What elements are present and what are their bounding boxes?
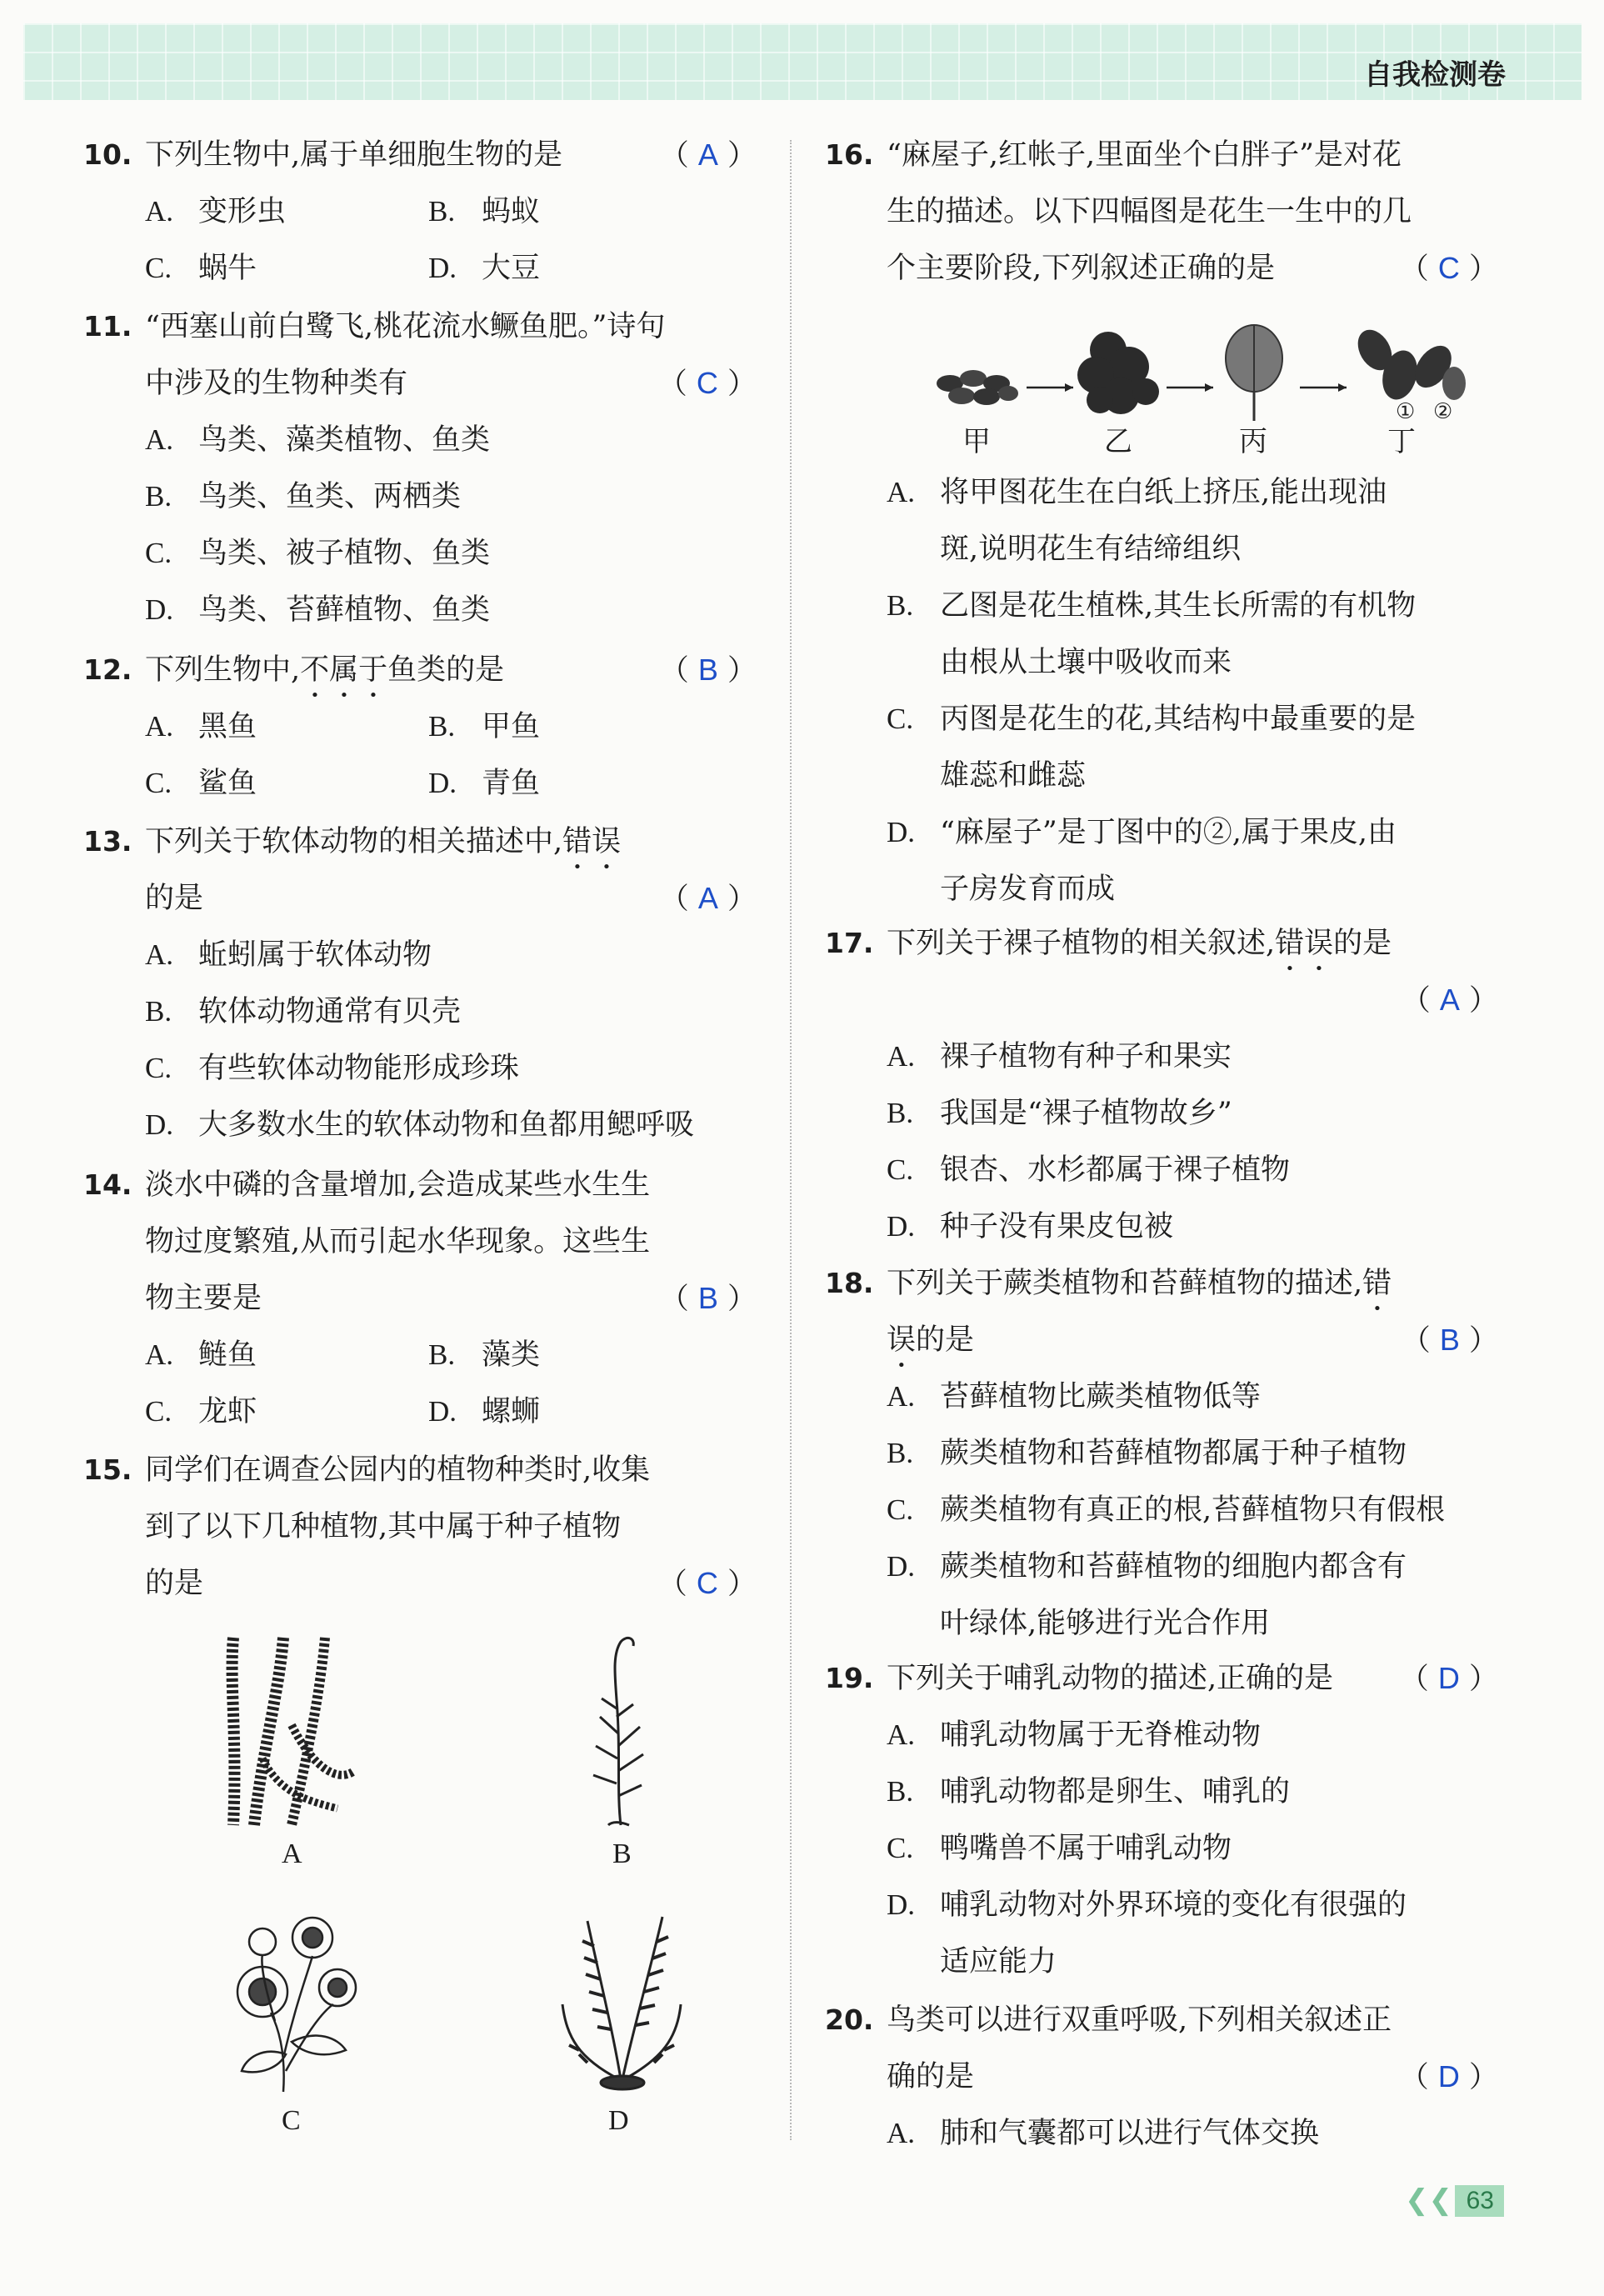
option-text: 鲨鱼 [198,767,257,800]
question-stem: 下列关于软体动物的相关描述中, [145,825,563,858]
figure-label: A [282,1838,302,1869]
option-text: 螺蛳 [482,1395,541,1428]
question-stem: 生的描述。以下四幅图是花生一生中的几 [887,195,1412,228]
option-text: 龙虾 [198,1395,257,1428]
option-text: 大多数水生的软体动物和鱼都用鳃呼吸 [198,1108,695,1142]
question-20 [825,1992,1498,2162]
option-row [145,755,757,812]
option-row [887,1368,1498,1425]
option-text: 鸟类、苔藓植物、鱼类 [198,593,491,627]
option-row [145,240,757,297]
option-text: 鸟类、藻类植物、鱼类 [198,423,491,457]
option-row [145,698,757,755]
option-row [145,412,757,468]
option-text: 有些软体动物能形成珍珠 [198,1052,520,1085]
question-stem: 的是 [916,1323,975,1357]
option-letter: C. [887,703,914,735]
option-letter: D. [887,1888,916,1921]
option-text: “麻屋子”是丁图中的②,属于果皮,由 [940,816,1397,849]
peanut-flower-icon [1226,325,1282,421]
option-text: 种子没有果皮包被 [940,1210,1174,1243]
option-letter: A. [145,423,174,456]
option-row [887,578,1498,634]
option-letter: B. [145,480,172,513]
answer-bracket: （ A ） [659,138,757,173]
option-continuation [887,1933,1498,1990]
option-text: 鲢鱼 [198,1338,257,1372]
option-row [145,183,757,240]
answer-bracket: （ B ） [1401,1323,1498,1358]
option-letter: A. [145,938,174,971]
option-row [887,691,1498,748]
question-stem: 的是 [145,882,204,915]
question-18 [825,1255,1498,1652]
answer-bracket: （ D ） [1399,2059,1498,2094]
answer-bracket: （ B ） [659,653,757,688]
option-text: 适应能力 [940,1945,1057,1978]
question-16-options [825,464,1498,918]
question-stem: 下列关于哺乳动物的描述,正确的是 [887,1662,1334,1695]
question-stem: 鱼类的是 [387,653,505,687]
figure-label: C [282,2105,301,2136]
option-row [887,464,1498,521]
answer-choice: C [1437,251,1460,285]
option-text: 蚂蚁 [482,195,541,228]
option-row [145,1097,757,1153]
option-text: 哺乳动物属于无脊椎动物 [940,1718,1262,1752]
question-stem: 物过度繁殖,从而引起水华现象。这些生 [145,1225,651,1258]
question-stem: 物主要是 [145,1282,262,1315]
question-stem: 淡水中磷的含量增加,会造成某些水生生 [145,1168,651,1202]
option-text: 哺乳动物都是卵生、哺乳的 [940,1775,1291,1808]
column-divider [790,140,792,2140]
option-text: 肺和气囊都可以进行气体交换 [940,2117,1320,2150]
option-continuation [887,634,1498,691]
option-letter: C. [145,767,172,799]
mark-label: ② [1433,399,1453,424]
option-text: 哺乳动物对外界环境的变化有很强的 [940,1888,1407,1922]
figure-label: 甲 [962,425,991,458]
figure-label: 丙 [1239,425,1267,458]
option-row [145,983,757,1040]
option-letter: D. [887,816,916,848]
question-stem: “西塞山前白鹭飞,桃花流水鳜鱼肥。”诗句 [145,310,666,343]
option-text: 藻类 [482,1338,541,1372]
question-stem: 确的是 [887,2060,975,2093]
option-row [145,1327,757,1383]
option-row [887,1820,1498,1877]
option-letter: B. [887,1775,914,1808]
option-row [887,1763,1498,1820]
option-letter: D. [887,1550,916,1583]
question-stem: 的是 [1333,927,1392,960]
option-text: 软体动物通常有贝壳 [198,995,462,1028]
emphasis-text: 错 [1362,1267,1392,1300]
algae-figure-icon [212,1633,371,1829]
option-letter: A. [145,1338,174,1371]
answer-choice: B [1439,1323,1460,1357]
option-letter: C. [145,252,172,284]
option-row [887,1707,1498,1763]
question-stem: 中涉及的生物种类有 [145,367,408,400]
option-text: 乙图是花生植株,其生长所需的有机物 [940,589,1417,623]
option-letter: B. [887,589,914,622]
option-letter: C. [887,1493,914,1526]
option-row [887,1142,1498,1198]
figure-label: 乙 [1104,425,1132,458]
option-text: 叶绿体,能够进行光合作用 [940,1607,1271,1640]
question-stem: 到了以下几种植物,其中属于种子植物 [145,1510,622,1543]
option-text: 斑,说明花生有结缔组织 [940,533,1242,566]
header-banner [23,23,1582,100]
emphasis-text: 误 [887,1323,917,1357]
question-stem: 下列关于蕨类植物和苔藓植物的描述, [887,1267,1363,1300]
answer-bracket: （ A ） [659,881,757,916]
option-continuation [887,748,1498,804]
question-number: 11. [83,310,132,343]
question-number: 16. [825,138,874,171]
peanut-plant-icon [1077,332,1159,414]
option-text: 蕨类植物和苔藓植物都属于种子植物 [940,1437,1407,1470]
option-text: 鸟类、被子植物、鱼类 [198,537,491,570]
question-number: 13. [83,825,132,858]
answer-choice: D [1437,1661,1460,1695]
option-letter: C. [145,1395,172,1428]
answer-choice: A [1439,983,1460,1017]
option-letter: D. [145,1108,174,1141]
option-text: 蕨类植物和苔藓植物的细胞内都含有 [940,1550,1407,1583]
question-stem: 鸟类可以进行双重呼吸,下列相关叙述正 [887,2003,1392,2037]
option-letter: A. [887,1380,916,1413]
option-text: 甲鱼 [482,710,541,743]
figure-label: B [612,1838,632,1869]
emphasis-text: 错误 [562,825,622,858]
option-letter: B. [428,195,456,228]
option-text: 苔藓植物比蕨类植物低等 [940,1380,1262,1413]
question-19 [825,1650,1498,1990]
answer-bracket: （ A ） [1401,983,1498,1018]
question-stem: 下列生物中, [145,653,301,687]
question-15 [83,1442,757,1612]
option-letter: B. [145,995,172,1028]
option-row [145,1383,757,1440]
option-letter: A. [887,1718,916,1751]
option-row [887,1028,1498,1085]
peanut-seeds-icon [937,370,1018,405]
option-letter: B. [887,1097,914,1129]
option-letter: D. [145,593,174,626]
answer-choice: C [696,366,718,400]
option-row [887,804,1498,861]
fern-figure-icon [554,1904,687,2092]
figure-label: D [608,2105,629,2136]
option-letter: B. [887,1437,914,1469]
figure-label: 丁 [1387,425,1416,458]
page-number: 63 [1455,2185,1504,2217]
answer-bracket: （ C ） [1399,251,1498,286]
option-text: 黑鱼 [198,710,257,743]
option-text: 青鱼 [482,767,541,800]
question-stem: 同学们在调查公园内的植物种类时,收集 [145,1453,651,1487]
option-row [887,1538,1498,1595]
question-number: 18. [825,1267,874,1299]
question-number: 17. [825,927,874,959]
option-letter: B. [428,710,456,743]
option-text: 大豆 [482,252,541,285]
option-text: 鸟类、鱼类、两栖类 [198,480,462,513]
option-row [887,1877,1498,1933]
question-stem: 下列生物中,属于单细胞生物的是 [145,138,563,172]
answer-choice: D [1437,2059,1460,2093]
question-number: 20. [825,2003,874,2036]
option-text: 裸子植物有种子和果实 [940,1040,1232,1073]
option-row [887,1425,1498,1482]
option-letter: D. [428,252,457,284]
question-10 [83,127,757,297]
question-number: 19. [825,1662,874,1694]
option-letter: A. [145,195,174,228]
answer-choice: A [697,138,718,172]
option-letter: C. [145,537,172,569]
question-stem: 下列关于裸子植物的相关叙述, [887,927,1276,960]
question-number: 15. [83,1453,132,1486]
option-letter: D. [887,1210,916,1243]
option-row [145,582,757,638]
emphasis-text: 不属于 [300,653,388,687]
mark-label: ① [1396,399,1416,424]
option-letter: A. [145,710,174,743]
option-row [887,1085,1498,1142]
question-stem: 的是 [145,1567,204,1600]
answer-bracket: （ C ） [657,366,757,401]
option-text: 由根从土壤中吸收而来 [940,646,1232,679]
option-text: 丙图是花生的花,其结构中最重要的是 [940,703,1417,736]
option-text: 我国是“裸子植物故乡” [940,1097,1232,1130]
question-11 [83,298,757,638]
answer-bracket: （ B ） [659,1281,757,1316]
option-continuation [887,1595,1498,1652]
answer-choice: C [696,1566,718,1600]
option-text: 银杏、水杉都属于裸子植物 [940,1153,1291,1187]
question-number: 12. [83,653,132,686]
answer-bracket: （ D ） [1399,1661,1498,1696]
answer-choice: B [697,653,718,687]
option-letter: A. [887,1040,916,1073]
answer-choice: B [697,1281,718,1315]
option-row [887,2105,1498,2162]
option-letter: C. [145,1052,172,1084]
option-text: 雄蕊和雌蕊 [940,759,1087,793]
option-text: 鸭嘴兽不属于哺乳动物 [940,1832,1232,1865]
answer-bracket: （ C ） [657,1566,757,1601]
option-text: 子房发育而成 [940,873,1116,906]
option-row [887,1482,1498,1538]
option-row [145,468,757,525]
option-text: 蕨类植物有真正的根,苔藓植物只有假根 [940,1493,1446,1527]
option-letter: C. [887,1832,914,1864]
page-chevron-icon: ❮❮ [1405,2183,1452,2217]
question-stem: 个主要阶段,下列叙述正确的是 [887,252,1276,285]
question-number: 14. [83,1168,132,1201]
option-continuation [887,861,1498,918]
question-13 [83,813,757,1153]
option-letter: D. [428,1395,457,1428]
option-letter: A. [887,2117,916,2149]
question-14 [83,1157,757,1440]
option-letter: A. [887,476,916,508]
question-16 [825,127,1498,297]
option-row [145,1040,757,1097]
option-letter: D. [428,767,457,799]
option-letter: B. [428,1338,456,1371]
option-row [145,927,757,983]
peanut-pods-icon [1351,323,1466,403]
question-stem: “麻屋子,红帐子,里面坐个白胖子”是对花 [887,138,1402,172]
option-letter: C. [887,1153,914,1186]
option-row [887,1198,1498,1255]
peanut-stages-figure [933,317,1467,425]
question-12 [83,642,757,812]
question-number: 10. [83,138,132,171]
option-row [145,525,757,582]
option-text: 蚯蚓属于软体动物 [198,938,432,972]
moss-figure-icon [575,1633,667,1829]
page-header-title: 自我检测卷 [1364,58,1506,92]
option-continuation [887,521,1498,578]
option-text: 将甲图花生在白纸上挤压,能出现油 [940,476,1387,509]
sunflower-figure-icon [212,1904,371,2096]
question-17 [825,915,1498,1255]
option-text: 蜗牛 [198,252,257,285]
emphasis-text: 错误 [1275,927,1334,960]
answer-choice: A [697,881,718,915]
option-text: 变形虫 [198,195,287,228]
